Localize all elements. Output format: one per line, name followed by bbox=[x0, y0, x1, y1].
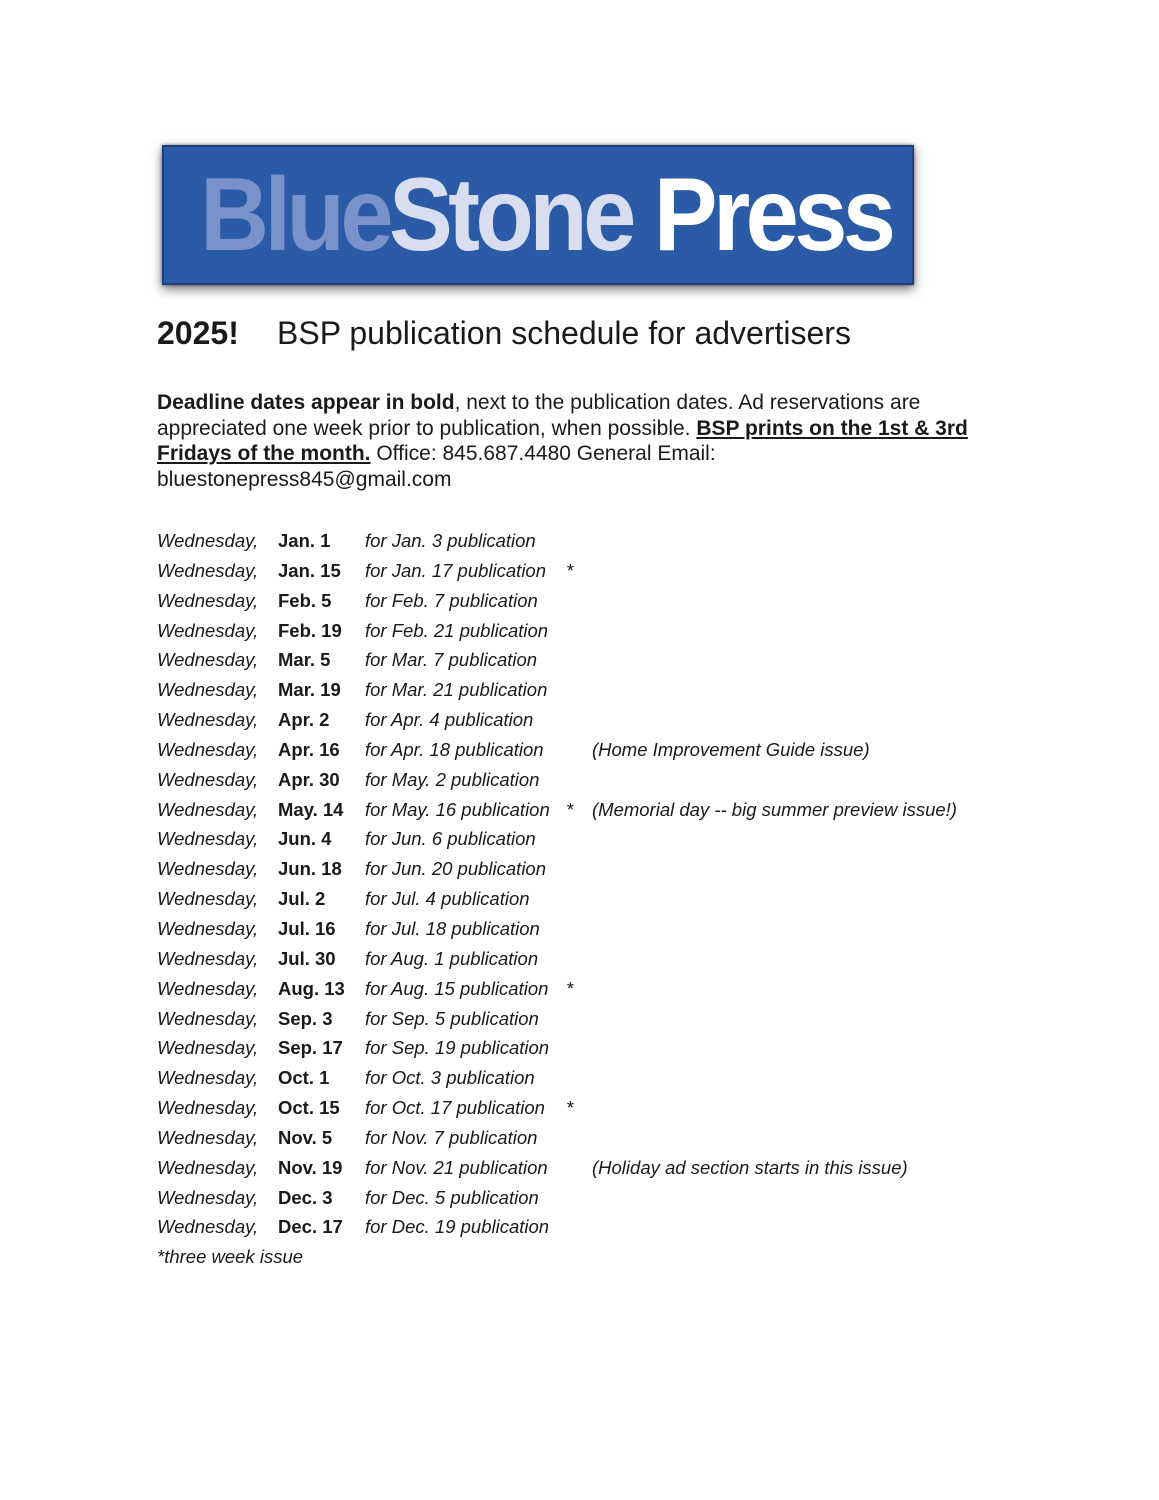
schedule-deadline: Nov. 19 bbox=[278, 1156, 343, 1178]
schedule-publication: for May. 2 publication bbox=[365, 768, 540, 790]
schedule-row bbox=[157, 586, 538, 616]
schedule-row bbox=[157, 974, 574, 1004]
schedule-row bbox=[157, 944, 539, 974]
schedule-publication: for Aug. 1 publication bbox=[365, 947, 539, 969]
schedule-row bbox=[157, 616, 549, 646]
schedule-three-week-marker: * bbox=[566, 559, 574, 581]
schedule-row bbox=[157, 1123, 538, 1153]
schedule-row bbox=[157, 735, 870, 765]
schedule-day: Wednesday, bbox=[157, 768, 259, 790]
title-text: BSP publication schedule for advertisers bbox=[277, 315, 851, 351]
schedule-publication: for Mar. 21 publication bbox=[365, 679, 548, 701]
schedule-three-week-marker: * bbox=[566, 1097, 574, 1119]
schedule-day: Wednesday, bbox=[157, 1186, 259, 1208]
schedule-deadline: Mar. 5 bbox=[278, 649, 331, 671]
schedule-row bbox=[157, 645, 538, 675]
schedule-deadline: Jul. 30 bbox=[278, 947, 336, 969]
schedule-publication: for Jan. 3 publication bbox=[365, 530, 536, 551]
schedule-row bbox=[157, 1093, 574, 1123]
schedule-publication: for Apr. 4 publication bbox=[365, 709, 534, 731]
schedule-publication: for Dec. 5 publication bbox=[365, 1186, 539, 1208]
schedule-note: (Memorial day -- big summer preview issue!) bbox=[592, 798, 957, 820]
schedule-publication: for Nov. 21 publication bbox=[365, 1156, 548, 1178]
schedule-day: Wednesday, bbox=[157, 530, 259, 551]
intro-bold-lead: Deadline dates appear in bold bbox=[157, 391, 455, 414]
title-year: 2025! bbox=[157, 315, 239, 351]
intro-print-schedule: BSP prints on the 1st & 3rd Fridays of the month. bbox=[157, 416, 968, 465]
schedule-deadline: Jun. 18 bbox=[278, 858, 342, 880]
schedule-deadline: Jun. 4 bbox=[278, 828, 332, 850]
schedule-publication: for Feb. 7 publication bbox=[365, 589, 538, 611]
schedule-deadline: Mar. 19 bbox=[278, 679, 341, 701]
schedule-day: Wednesday, bbox=[157, 1037, 259, 1059]
schedule-deadline: Sep. 3 bbox=[278, 1007, 333, 1029]
schedule-row bbox=[157, 1183, 539, 1213]
schedule-deadline: Jul. 2 bbox=[278, 888, 326, 910]
schedule-day: Wednesday, bbox=[157, 709, 259, 731]
schedule-publication: for Oct. 3 publication bbox=[365, 1067, 535, 1089]
intro-paragraph bbox=[157, 390, 987, 492]
schedule-row bbox=[157, 1063, 535, 1093]
schedule-row bbox=[157, 1153, 908, 1183]
schedule-deadline: Apr. 16 bbox=[278, 738, 340, 760]
schedule-publication: for Aug. 15 publication bbox=[365, 977, 549, 999]
schedule-day: Wednesday, bbox=[157, 1216, 259, 1238]
schedule-list bbox=[157, 526, 957, 1272]
schedule-day: Wednesday, bbox=[157, 947, 259, 969]
schedule-row bbox=[157, 1033, 550, 1063]
schedule-deadline: Feb. 5 bbox=[278, 589, 332, 611]
intro-text-2: Office: 845.687.4480 General Email: bluestonepress845@gmail.com bbox=[157, 442, 716, 491]
schedule-publication: for Jan. 17 publication bbox=[365, 559, 547, 581]
schedule-publication: for May. 16 publication bbox=[365, 798, 550, 820]
schedule-three-week-marker: * bbox=[566, 798, 574, 820]
schedule-day: Wednesday, bbox=[157, 1067, 259, 1089]
schedule-day: Wednesday, bbox=[157, 977, 259, 999]
schedule-deadline: Aug. 13 bbox=[278, 977, 345, 999]
schedule-day: Wednesday, bbox=[157, 1097, 259, 1119]
schedule-publication: for Nov. 7 publication bbox=[365, 1126, 538, 1148]
schedule-three-week-marker: * bbox=[566, 977, 574, 999]
schedule-row bbox=[157, 914, 540, 944]
schedule-row bbox=[157, 854, 547, 884]
schedule-deadline: May. 14 bbox=[278, 798, 344, 820]
schedule-row bbox=[157, 705, 534, 735]
schedule-publication: for Jun. 20 publication bbox=[365, 858, 547, 880]
schedule-publication: for Sep. 19 publication bbox=[365, 1037, 550, 1059]
schedule-deadline: Apr. 30 bbox=[278, 768, 340, 790]
schedule-row bbox=[157, 526, 536, 556]
schedule-day: Wednesday, bbox=[157, 828, 259, 850]
logo-blue-text: Blue bbox=[200, 157, 389, 273]
schedule-deadline: Jan. 1 bbox=[278, 530, 331, 551]
schedule-day: Wednesday, bbox=[157, 589, 259, 611]
schedule-day: Wednesday, bbox=[157, 1007, 259, 1029]
schedule-row bbox=[157, 884, 530, 914]
logo-wordmark bbox=[200, 155, 891, 275]
schedule-day: Wednesday, bbox=[157, 1126, 259, 1148]
schedule-publication: for Oct. 17 publication bbox=[365, 1097, 545, 1119]
schedule-deadline: Jul. 16 bbox=[278, 917, 336, 939]
schedule-day: Wednesday, bbox=[157, 917, 259, 939]
schedule-note: (Holiday ad section starts in this issue) bbox=[592, 1156, 908, 1178]
schedule-day: Wednesday, bbox=[157, 559, 259, 581]
schedule-day: Wednesday, bbox=[157, 888, 259, 910]
schedule-publication: for Sep. 5 publication bbox=[365, 1007, 539, 1029]
schedule-row bbox=[157, 765, 540, 795]
schedule-day: Wednesday, bbox=[157, 858, 259, 880]
schedule-deadline: Jan. 15 bbox=[278, 559, 341, 581]
schedule-deadline: Dec. 17 bbox=[278, 1216, 343, 1238]
schedule-row bbox=[157, 795, 957, 825]
schedule-day: Wednesday, bbox=[157, 738, 259, 760]
schedule-deadline: Sep. 17 bbox=[278, 1037, 343, 1059]
bluestone-press-logo bbox=[162, 145, 914, 285]
intro-text-1: , next to the publication dates. Ad reservations are appreciated one week prior to publication, when possible. bbox=[157, 391, 921, 440]
schedule-publication: for Jul. 18 publication bbox=[365, 917, 540, 939]
schedule-deadline: Oct. 1 bbox=[278, 1067, 330, 1089]
logo-stone-text: Stone bbox=[388, 157, 632, 273]
schedule-publication: for Dec. 19 publication bbox=[365, 1216, 550, 1238]
schedule-publication: for Jul. 4 publication bbox=[365, 888, 530, 910]
schedule-deadline: Dec. 3 bbox=[278, 1186, 333, 1208]
logo-press-text: Press bbox=[653, 157, 892, 273]
schedule-row bbox=[157, 556, 574, 586]
schedule-day: Wednesday, bbox=[157, 619, 259, 641]
schedule-deadline: Oct. 15 bbox=[278, 1097, 340, 1119]
schedule-publication: for Jun. 6 publication bbox=[365, 828, 536, 850]
schedule-day: Wednesday, bbox=[157, 649, 259, 671]
schedule-day: Wednesday, bbox=[157, 798, 259, 820]
schedule-day: Wednesday, bbox=[157, 1156, 259, 1178]
schedule-deadline: Feb. 19 bbox=[278, 619, 342, 641]
schedule-publication: for Mar. 7 publication bbox=[365, 649, 538, 671]
schedule-day: Wednesday, bbox=[157, 679, 259, 701]
schedule-deadline: Nov. 5 bbox=[278, 1126, 333, 1148]
schedule-deadline: Apr. 2 bbox=[278, 709, 330, 731]
schedule-publication: for Apr. 18 publication bbox=[365, 738, 544, 760]
schedule-row bbox=[157, 1004, 539, 1034]
schedule-publication: for Feb. 21 publication bbox=[365, 619, 549, 641]
schedule-row bbox=[157, 675, 548, 705]
page-title bbox=[157, 312, 851, 354]
schedule-row bbox=[157, 1212, 550, 1242]
footnote: *three week issue bbox=[157, 1246, 304, 1268]
schedule-note: (Home Improvement Guide issue) bbox=[592, 738, 870, 760]
schedule-row bbox=[157, 824, 536, 854]
